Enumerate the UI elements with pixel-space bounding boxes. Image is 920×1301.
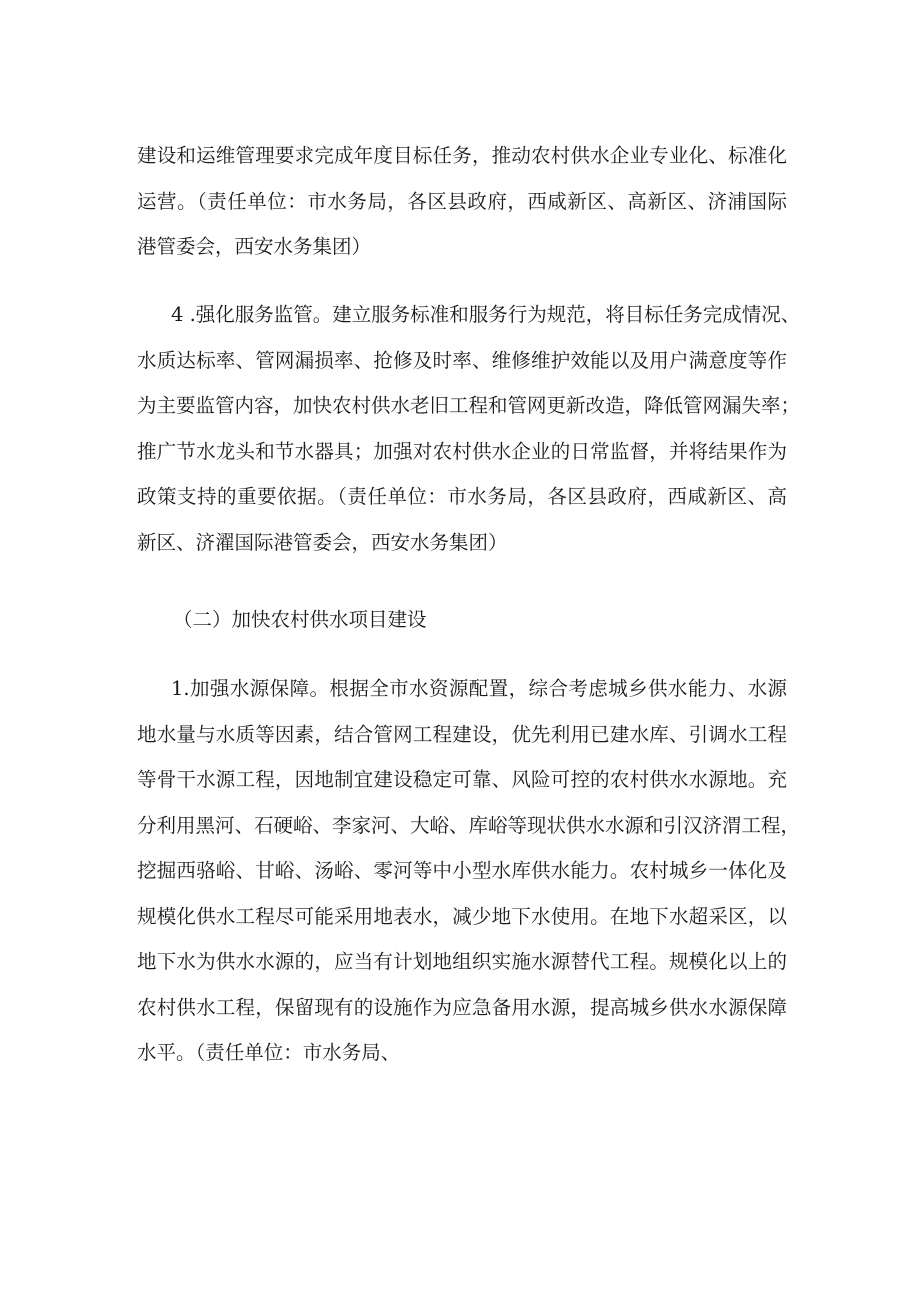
paragraph-3 [137,666,801,1076]
paragraph-line: 4 .强化服务监管。建立服务标准和服务行为规范，将目标任务完成情况、 [171,303,801,326]
paragraph-line: 1.加强水源保障。根据全市水资源配置，综合考虑城乡供水能力、水源 [171,677,787,700]
paragraph-line: 挖掘西骆峪、甘峪、汤峪、零河等中小型水库供水能力。农村城乡一体化及 [137,859,787,882]
paragraph-line: 规模化供水工程尽可能采用地表水，减少地下水使用。在地下水超采区，以 [137,904,787,928]
paragraph-line: 农村供水工程，保留现有的设施作为应急备用水源，提高城乡供水水源保障 [137,995,787,1019]
paragraph-line: 分利用黑河、石硬峪、李家河、大峪、库峪等现状供水水源和引汉济渭工程， [137,813,801,837]
paragraph-line: 运营。（责任单位：市水务局，各区县政府，西咸新区、高新区、济浦国际 [137,189,787,213]
paragraph-line: 政策支持的重要依据。（责任单位：市水务局，各区县政府，西咸新区、高 [137,485,787,508]
paragraph-line: 为主要监管内容，加快农村供水老旧工程和管网更新改造，降低管网漏失率； [137,394,801,417]
paragraph-line: 水平。（责任单位：市水务局、 [137,1041,401,1064]
paragraph-line: 新区、济濯国际港管委会，西安水务集团） [137,530,508,554]
paragraph-line: 推广节水龙头和节水器具；加强对农村供水企业的日常监督，并将结果作为 [137,439,787,463]
section-heading: （二）加快农村供水项目建设 [173,608,427,631]
paragraph-line: 水质达标率、管网漏损率、抢修及时率、维修维护效能以及用户满意度等作 [137,348,787,372]
paragraph-line: 地水量与水质等因素，结合管网工程建设，优先利用已建水库、引调水工程 [137,722,787,746]
paragraph-line: 地下水为供水水源的，应当有计划地组织实施水源替代工程。规模化以上的 [137,950,787,973]
paragraph-line: 建设和运维管理要求完成年度目标任务，推动农村供水企业专业化、标准化 [137,144,787,167]
paragraph-2 [137,292,801,565]
paragraph-line: 等骨干水源工程，因地制宜建设稳定可靠、风险可控的农村供水水源地。充 [137,768,787,791]
paragraph-1 [137,133,787,270]
paragraph-line: 港管委会，西安水务集团） [137,235,372,258]
